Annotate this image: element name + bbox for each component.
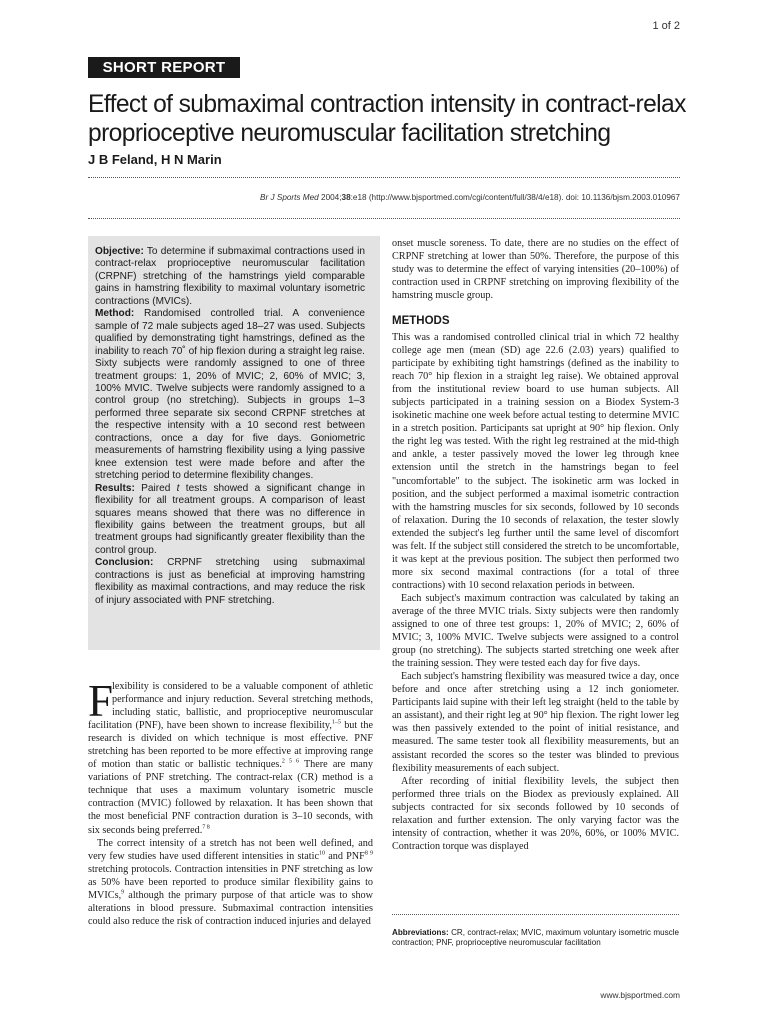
method-text: Randomised controlled trial. A convenience sample of 72 male subjects aged 18–27 was used. Subjects qualified by demonstrating tight hamstrings, defined as the inability to reach 70˚ of hip flexion during a straight leg raise. Sixty subjects were randomly assigned to one of three treatment groups: 1, 20% of MVIC; 2, 60% of MVIC; 3, 100% MVIC. Twelve subjects were randomly assigned to a control group (no stretching). Subjects in groups 1–3 performed three separate six second CRPNF stretches at the respective intensity with a 10 second rest between contractions, once a day for five days. Goniometric measurements of hamstring flexibility using a lying passive knee extension test were made before and after the stretching period to determine flexibility changes. xyxy=(95,308,365,482)
intro-text: and PNF xyxy=(324,850,365,862)
intro-text: stretching protocols. Contraction intensities in PNF stretching as low as 50% have been reported to produce similar flexibility gains to MVICs, xyxy=(88,863,373,901)
results-text-post: tests showed a significant change in flexibility for all treatment groups. A comparison of least squares means showed that there was no difference in flexibility gains between the treatment groups, but all treatment groups had significantly greater flexibility than the control group. xyxy=(95,482,366,556)
citation-rest: :e18 (http://www.bjsportmed.com/cgi/content/full/38/4/e18). doi: 10.1136/bjsm.2003.010967 xyxy=(350,193,680,202)
conclusion-label: Conclusion: xyxy=(95,557,154,569)
intro-paragraph-2 xyxy=(88,837,373,928)
abbreviations-divider xyxy=(392,914,679,915)
article-title: Effect of submaximal contraction intensity in contract-relax proprioceptive neuromuscular facilitation stretching xyxy=(88,91,686,147)
methods-paragraph-4: After recording of initial flexibility levels, the subject then performed three trials on the Biodex as previously explained. All subjects contracted for six seconds followed by 10 seconds of relaxation and further extension. The only varying factor was the intensity of contraction, whether it was 20%, 60%, or 100% MVIC. Contraction torque was displayed xyxy=(392,775,679,852)
methods-paragraph-2: Each subject's maximum contraction was calculated by taking an average of the three MVIC trials. Sixty subjects were then randomly assigned to one of three test groups: 1, 20% of MVIC; 2, 60% of MVIC; 3, 100% MVIC. Twelve subjects were assigned to a control group (no stretching). The subjects started stretching one week after the training session. They were tested each day for five days. xyxy=(392,592,679,670)
abbreviations-text: CR, contract-relax; MVIC, maximum voluntary isometric muscle contraction; PNF, proprioceptive neuromuscular facilitation xyxy=(392,928,680,948)
reference-mark: 1–5 xyxy=(331,719,341,726)
header-divider xyxy=(88,177,680,178)
citation-year: 2004; xyxy=(321,193,342,202)
abstract-method xyxy=(95,308,365,482)
abstract xyxy=(95,246,365,607)
methods-column xyxy=(392,331,679,853)
citation-volume: 38 xyxy=(341,193,351,202)
section-label: SHORT REPORT xyxy=(88,57,240,78)
footer-url[interactable]: www.bjsportmed.com xyxy=(600,990,680,1000)
intro-text: although the primary purpose of that article was to show alterations in blood pressure. Submaximal contraction intensities could also reduce the risk of contraction induced injuries and delayed xyxy=(88,889,373,927)
abstract-objective xyxy=(95,246,365,308)
conclusion-text: CRPNF stretching using submaximal contractions is just as beneficial at improving hamstring flexibility as maximal contractions, and may reduce the risk of injury associated with PNF stretching. xyxy=(95,557,365,606)
intro-text: The correct intensity of a stretch has not been well defined, and very few studies have used different intensities in static xyxy=(88,837,373,862)
methods-paragraph-3: Each subject's hamstring flexibility was measured twice a day, once before and once after stretching using a 12 inch goniometer. Participants laid supine with their left leg straight (held to the table by an assistant), and their right leg at 90° hip flexion. The right lower leg was then passively extended to the point of initial resistance, and measured. The same tester took all flexibility measurements, but an assistant recorded the scores so the tester was blinded to previous flexibility measurements of each subject. xyxy=(392,671,679,774)
reference-mark: 2 5 6 xyxy=(281,758,300,765)
intro-column xyxy=(88,676,374,928)
results-t-italic: t xyxy=(176,482,180,494)
intro-continued xyxy=(392,237,679,302)
results-text-pre: Paired xyxy=(141,482,177,494)
intro-paragraph-1 xyxy=(88,676,373,837)
drop-cap-space xyxy=(88,680,112,716)
abbreviations-label: Abbreviations: xyxy=(392,928,449,937)
intro-text: There are many variations of PNF stretching. The contract-relax (CR) method is a technique that uses a maximum voluntary isometric muscle contraction (MVIC) followed by relaxation. It has been shown that the most beneficial PNF contraction duration is 3–10 seconds, with six seconds being preferred. xyxy=(88,759,373,836)
citation xyxy=(260,193,680,202)
page-number: 1 of 2 xyxy=(652,20,680,32)
objective-text: To determine if submaximal contractions used in contract-relax proprioceptive neuromuscular facilitation (CRPNF) stretching of the hamstrings yield comparable gains in hamstring flexibility to maximal voluntary isometric contractions (MVICs). xyxy=(95,246,366,307)
citation-journal: Br J Sports Med xyxy=(260,193,319,202)
abbreviations xyxy=(392,928,679,948)
drop-cap: F xyxy=(88,676,114,726)
intro-text: lexibility is considered to be a valuable component of athletic performance and injury reduction. Several stretching methods, including static, ballistic, and proprioceptive neuromuscular facilitation (PNF), have been shown to increase flexibility, xyxy=(88,681,373,732)
intro-paragraph-continued: onset muscle soreness. To date, there are no studies on the effect of CRPNF stretching at lower than 50%. Therefore, the purpose of this study was to determine the effect of varying intensities (20–100%) of contraction used in CRPNF stretching on improving flexibility of the hamstring muscle group. xyxy=(392,238,679,302)
reference-mark: 8 9 xyxy=(364,850,374,857)
citation-divider xyxy=(88,218,680,219)
reference-mark: 7 8 xyxy=(202,824,210,831)
abstract-results xyxy=(95,483,365,558)
method-label: Method: xyxy=(95,308,135,320)
intro-text: but the research is divided on which technique is most effective. PNF stretching has been reported to be more effective at improving range of motion than static or ballistic techniques. xyxy=(88,720,373,771)
objective-label: Objective: xyxy=(95,246,144,257)
results-label: Results: xyxy=(95,482,135,494)
reference-mark: 10 xyxy=(318,850,325,857)
reference-mark: 9 xyxy=(121,889,125,896)
methods-paragraph-1: This was a randomised controlled clinical trial in which 72 healthy college age men (mean (SD) age 22.6 (2.03) years) qualified to participate by exhibiting tight hamstrings (defined as the inability to reach 70° hip flexion in a straight leg raise). We obtained approval from the institutional review board to use human subjects. All subjects participated in a training session on a Biodex System-3 isokinetic machine one week before actual testing to determine MVIC in a stretch position. Participants sat upright at 90° hip flexion. Only the right leg was tested. With the right leg restrained at the mid-thigh and ankle, a tester passively moved the lower leg through knee extension until the stretch in the hamstrings began to feel "uncomfortable" to the subject. The isokinetic arm was locked in position, and the subject performed a maximal isometric contraction with the hamstring muscles for six seconds, followed by 10 seconds of relaxation. During the 10 seconds of relaxation, the tester slowly extended the subject's leg further until the same level of discomfort was felt. If the subject still considered the stretch to be uncomfortable, it was kept at the previous position. The subject then performed two more six second maximal contractions (for a total of three contractions) with 10 second relaxation periods in between. xyxy=(392,332,679,591)
authors: J B Feland, H N Marin xyxy=(88,152,222,167)
abstract-conclusion xyxy=(95,557,365,607)
methods-heading: METHODS xyxy=(392,315,450,327)
